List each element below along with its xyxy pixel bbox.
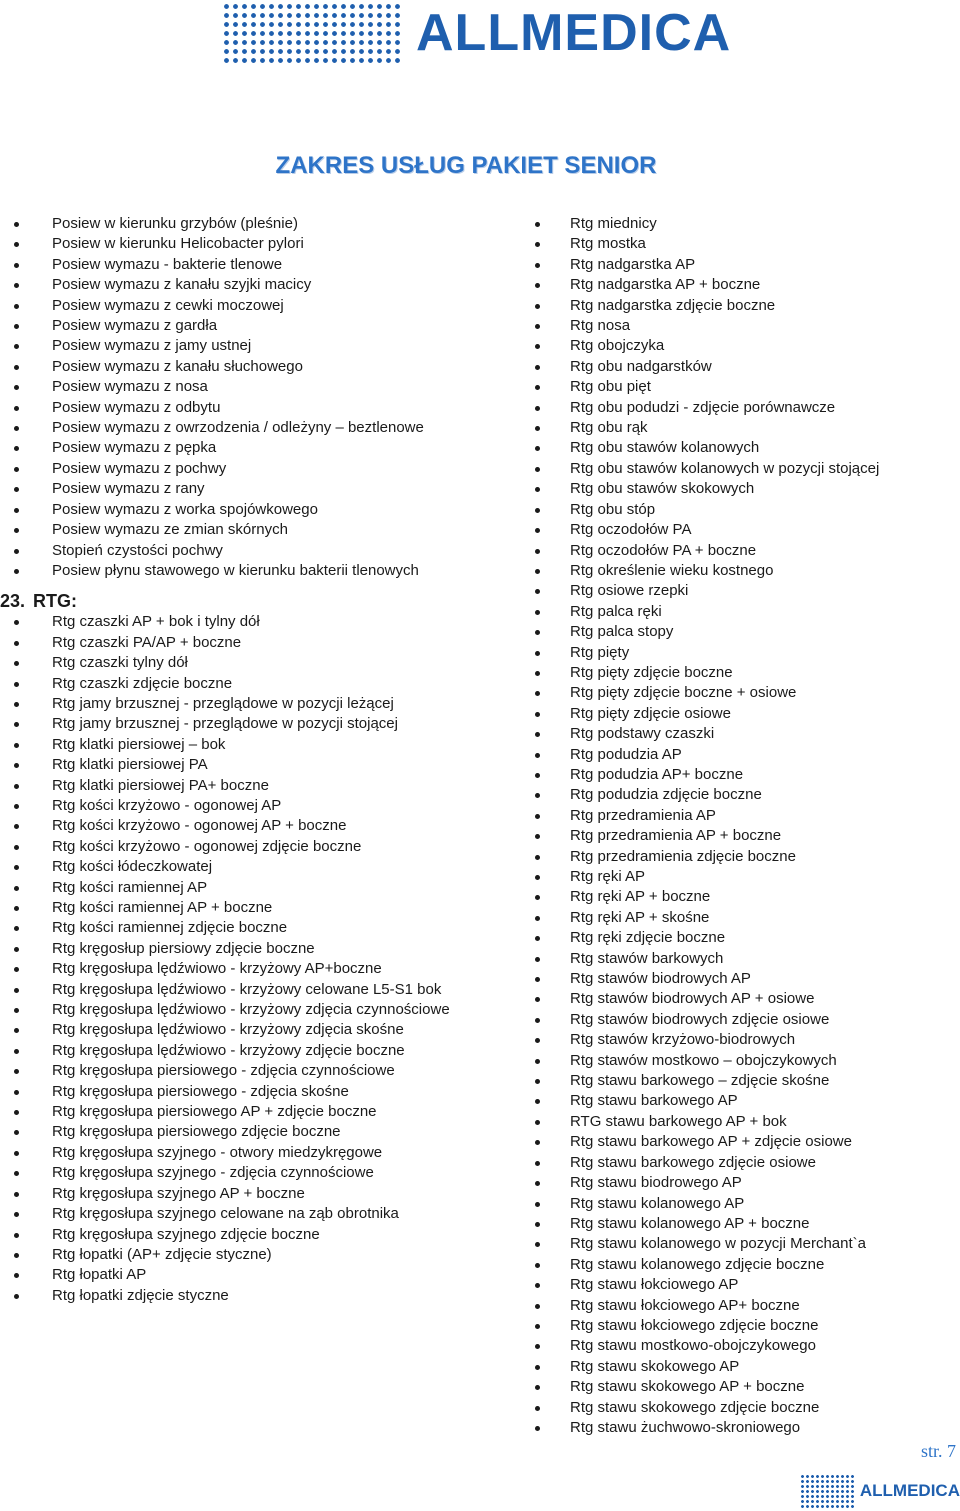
list-item: Posiew płynu stawowego w kierunku bakterii tlenowych [0,561,460,581]
list-item: Rtg kręgosłup piersiowy zdjęcie boczne [0,939,460,959]
list-item: Rtg mostka [520,234,960,254]
list-item: Posiew wymazu z kanału słuchowego [0,357,460,377]
list-item: Rtg stawu barkowego AP [520,1091,960,1111]
list-item: Rtg stawu żuchwowo-skroniowego [520,1418,960,1438]
list-item: Rtg kręgosłupa szyjnego - otwory miedzykręgowe [0,1143,460,1163]
list-item: Rtg podudzia AP [520,745,960,765]
list-item: Rtg czaszki tylny dół [0,653,460,673]
list-item: Rtg kręgosłupa lędźwiowo - krzyżowy zdjęcia skośne [0,1020,460,1040]
list-item: Rtg obu stawów kolanowych [520,438,960,458]
list-item: Posiew wymazu z cewki moczowej [0,296,460,316]
list-item: Rtg stawu biodrowego AP [520,1173,960,1193]
list-item: Rtg pięty zdjęcie boczne [520,663,960,683]
list-item: Rtg stawów barkowych [520,949,960,969]
list-item: Rtg oczodołów PA + boczne [520,541,960,561]
left-column [0,214,460,1306]
list-item: Stopień czystości pochwy [0,541,460,561]
list-item: Rtg pięty zdjęcie boczne + osiowe [520,683,960,703]
list-item: Rtg kości łódeczkowatej [0,857,460,877]
list-item: Rtg kręgosłupa szyjnego AP + boczne [0,1184,460,1204]
list-item: Rtg oczodołów PA [520,520,960,540]
section-number: 23. [0,591,26,612]
list-item: Posiew wymazu z odbytu [0,398,460,418]
list-item: Rtg klatki piersiowej PA [0,755,460,775]
list-item: Rtg kręgosłupa szyjnego - zdjęcia czynnościowe [0,1163,460,1183]
logo-text: ALLMEDICA [416,4,732,62]
list-item: Rtg obu pięt [520,377,960,397]
list-item: Rtg obu podudzi - zdjęcie porównawcze [520,398,960,418]
list-item: Rtg stawu łokciowego zdjęcie boczne [520,1316,960,1336]
logo-dots-icon [222,2,400,64]
list-item: Rtg pięty zdjęcie osiowe [520,704,960,724]
list-item: Rtg klatki piersiowej – bok [0,735,460,755]
list-item: Rtg podudzia AP+ boczne [520,765,960,785]
list-item: Rtg stawu kolanowego zdjęcie boczne [520,1255,960,1275]
right-column [520,214,960,1438]
list-item: Rtg stawu skokowego zdjęcie boczne [520,1398,960,1418]
list-item: Rtg podstawy czaszki [520,724,960,744]
list-item: Rtg łopatki zdjęcie styczne [0,1286,460,1306]
list-item: Rtg kręgosłupa lędźwiowo - krzyżowy zdjęcie boczne [0,1041,460,1061]
list-item: Rtg jamy brzusznej - przeglądowe w pozycji leżącej [0,694,460,714]
list-item: Rtg jamy brzusznej - przeglądowe w pozycji stojącej [0,714,460,734]
list-item: Rtg łopatki (AP+ zdjęcie styczne) [0,1245,460,1265]
list-item: Rtg kręgosłupa lędźwiowo - krzyżowy zdjęcia czynnościowe [0,1000,460,1020]
page-number: str. 7 [920,1441,956,1461]
list-item: Posiew wymazu z worka spojówkowego [0,500,460,520]
list-item: Rtg kręgosłupa piersiowego - zdjęcia skośne [0,1082,460,1102]
list-item: Rtg kręgosłupa piersiowego - zdjęcia czynnościowe [0,1061,460,1081]
list-item: Rtg kości krzyżowo - ogonowej AP + boczne [0,816,460,836]
list-item: Rtg kości ramiennej AP [0,878,460,898]
list-item: Rtg przedramienia AP [520,806,960,826]
list-item: Posiew wymazu ze zmian skórnych [0,520,460,540]
list-item: Posiew wymazu z pępka [0,438,460,458]
list-item: Rtg czaszki PA/AP + boczne [0,633,460,653]
list-item: Rtg nadgarstka AP + boczne [520,275,960,295]
list-item: Rtg kości krzyżowo - ogonowej AP [0,796,460,816]
list-item: Posiew wymazu z gardła [0,316,460,336]
list-item: Rtg stawu mostkowo-obojczykowego [520,1336,960,1356]
list-item: Rtg kręgosłupa lędźwiowo - krzyżowy celowane L5-S1 bok [0,980,460,1000]
list-item: Rtg kości ramiennej zdjęcie boczne [0,918,460,938]
list-item: Rtg stawu łokciowego AP [520,1275,960,1295]
list-item: Rtg stawów krzyżowo-biodrowych [520,1030,960,1050]
list-item: Rtg kręgosłupa szyjnego zdjęcie boczne [0,1225,460,1245]
list-item: Rtg obu rąk [520,418,960,438]
section-heading [0,581,460,612]
posiew-list [0,214,460,581]
list-item: Rtg podudzia zdjęcie boczne [520,785,960,805]
list-item: Rtg ręki zdjęcie boczne [520,928,960,948]
list-item: Posiew wymazu z nosa [0,377,460,397]
list-item: Rtg ręki AP + skośne [520,908,960,928]
list-item: Posiew wymazu z jamy ustnej [0,336,460,356]
list-item: Rtg kości ramiennej AP + boczne [0,898,460,918]
list-item: Rtg stawów biodrowych AP [520,969,960,989]
list-item: Rtg czaszki AP + bok i tylny dół [0,612,460,632]
list-item: Rtg nosa [520,316,960,336]
footer [800,1441,960,1511]
list-item: Rtg kręgosłupa lędźwiowo - krzyżowy AP+boczne [0,959,460,979]
list-item: Rtg stawu barkowego zdjęcie osiowe [520,1153,960,1173]
list-item: Rtg stawu kolanowego AP [520,1194,960,1214]
list-item: Rtg kręgosłupa piersiowego AP + zdjęcie boczne [0,1102,460,1122]
list-item: Rtg ręki AP [520,867,960,887]
footer-logo-dots-icon [800,1474,856,1508]
list-item: Posiew wymazu z kanału szyjki macicy [0,275,460,295]
list-item: Rtg stawów mostkowo – obojczykowych [520,1051,960,1071]
list-item: Rtg miednicy [520,214,960,234]
list-item: Posiew wymazu z rany [0,479,460,499]
footer-logo [800,1471,960,1511]
list-item: Rtg obojczyka [520,336,960,356]
list-item: Rtg stawu barkowego AP + zdjęcie osiowe [520,1132,960,1152]
list-item: Rtg nadgarstka AP [520,255,960,275]
list-item: Rtg przedramienia zdjęcie boczne [520,847,960,867]
list-item: Rtg ręki AP + boczne [520,887,960,907]
section-label: RTG: [33,591,78,612]
list-item: Rtg określenie wieku kostnego [520,561,960,581]
list-item: Posiew wymazu - bakterie tlenowe [0,255,460,275]
list-item: Rtg stawu kolanowego w pozycji Merchant`a [520,1234,960,1254]
list-item: Posiew wymazu z pochwy [0,459,460,479]
list-item: Rtg stawu skokowego AP + boczne [520,1377,960,1397]
rtg-list-left [0,612,460,1306]
list-item: Rtg osiowe rzepki [520,581,960,601]
list-item: Rtg kości krzyżowo - ogonowej zdjęcie boczne [0,837,460,857]
list-item: Rtg stawu łokciowego AP+ boczne [520,1296,960,1316]
list-item: Rtg stawu barkowego – zdjęcie skośne [520,1071,960,1091]
list-item: Rtg pięty [520,643,960,663]
header-logo [222,0,731,66]
page-title: ZAKRES USŁUG PAKIET SENIOR [275,152,657,179]
list-item: Rtg stawów biodrowych zdjęcie osiowe [520,1010,960,1030]
list-item: Rtg czaszki zdjęcie boczne [0,674,460,694]
list-item: Rtg klatki piersiowej PA+ boczne [0,776,460,796]
list-item: RTG stawu barkowego AP + bok [520,1112,960,1132]
list-item: Rtg stawu skokowego AP [520,1357,960,1377]
list-item: Rtg stawów biodrowych AP + osiowe [520,989,960,1009]
list-item: Rtg kręgosłupa piersiowego zdjęcie boczne [0,1122,460,1142]
list-item: Posiew w kierunku grzybów (pleśnie) [0,214,460,234]
list-item: Rtg palca ręki [520,602,960,622]
rtg-list-right [520,214,960,1438]
list-item: Rtg obu stóp [520,500,960,520]
footer-logo-text: ALLMEDICA [859,1481,960,1500]
list-item: Rtg obu stawów kolanowych w pozycji stojącej [520,459,960,479]
list-item: Rtg kręgosłupa szyjnego celowane na ząb obrotnika [0,1204,460,1224]
list-item: Rtg obu nadgarstków [520,357,960,377]
list-item: Rtg łopatki AP [0,1265,460,1285]
list-item: Rtg palca stopy [520,622,960,642]
list-item: Rtg nadgarstka zdjęcie boczne [520,296,960,316]
list-item: Posiew wymazu z owrzodzenia / odleżyny – beztlenowe [0,418,460,438]
list-item: Posiew w kierunku Helicobacter pylori [0,234,460,254]
list-item: Rtg stawu kolanowego AP + boczne [520,1214,960,1234]
list-item: Rtg przedramienia AP + boczne [520,826,960,846]
list-item: Rtg obu stawów skokowych [520,479,960,499]
